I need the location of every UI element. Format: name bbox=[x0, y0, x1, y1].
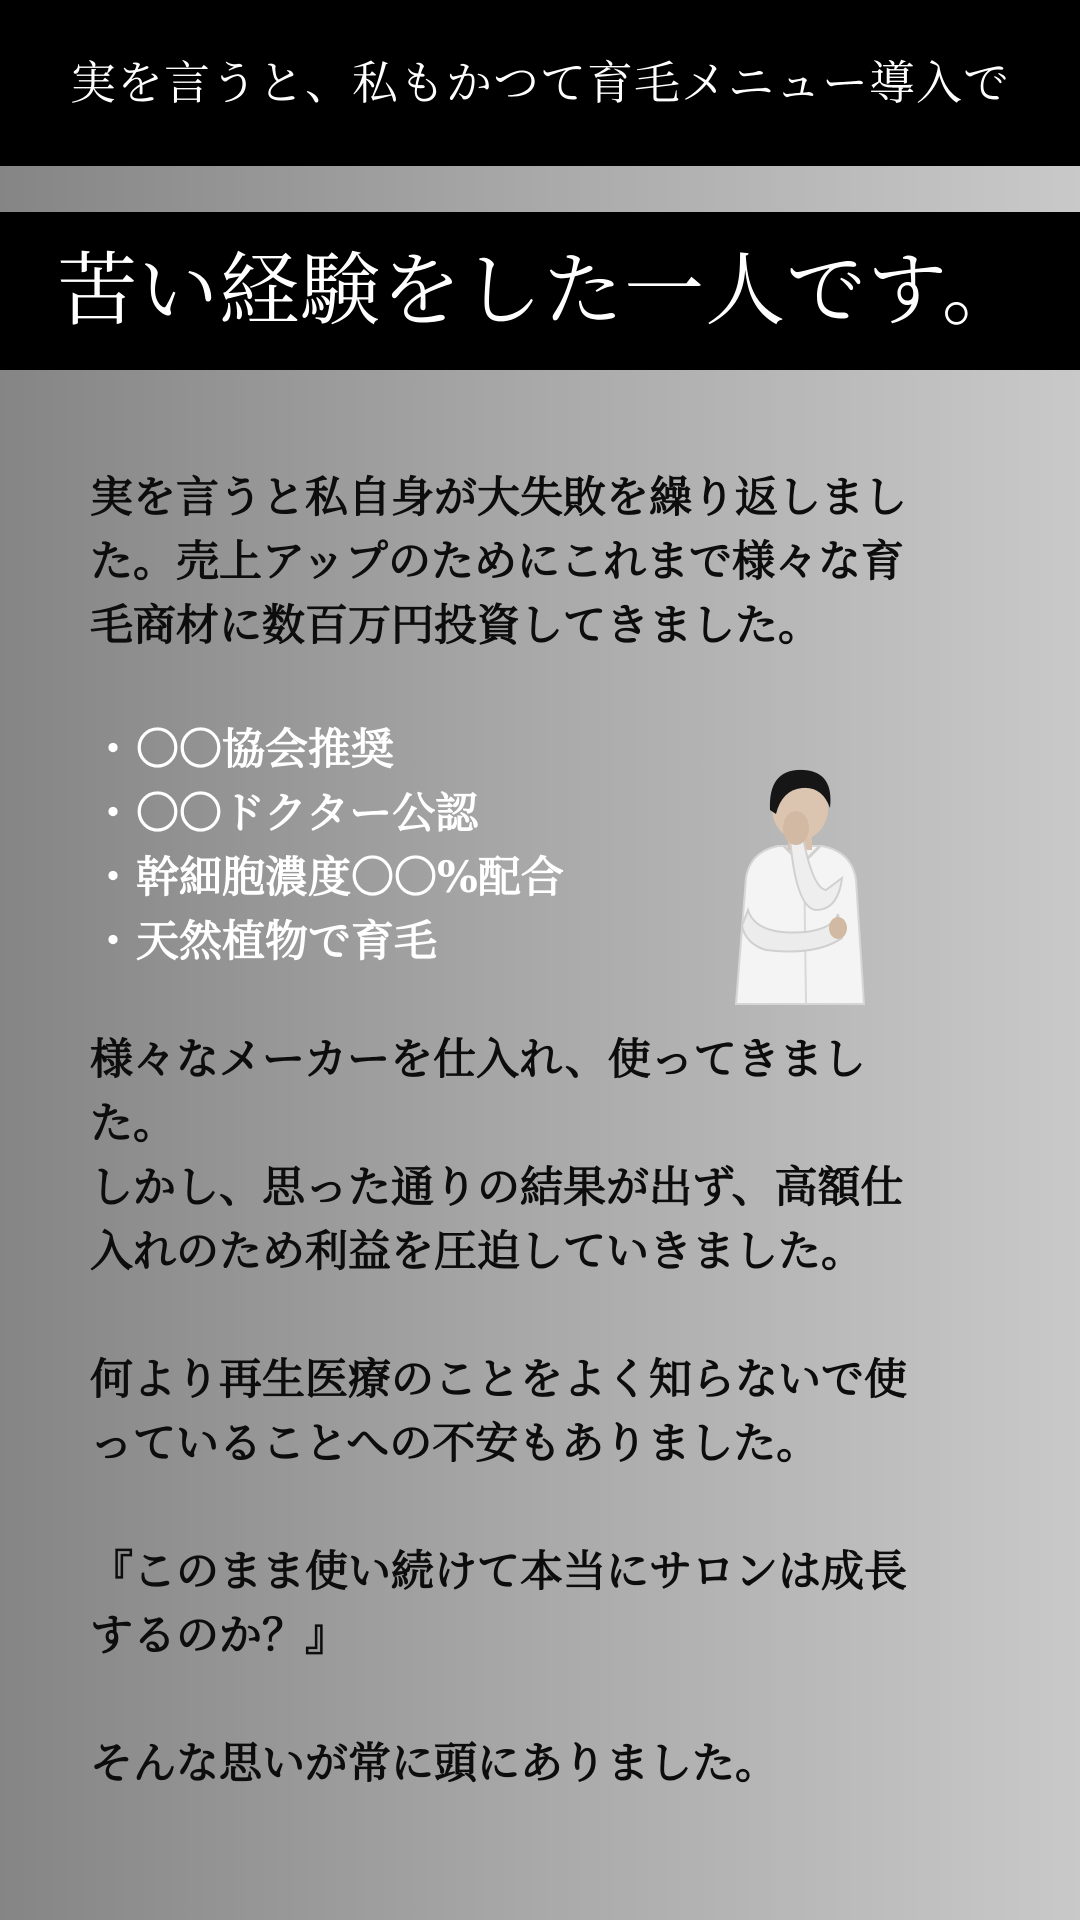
list-item-label: 幹細胞濃度〇〇%配合 bbox=[136, 853, 564, 903]
distressed-man-photo bbox=[726, 760, 876, 1006]
list-item-label: 天然植物で育毛 bbox=[136, 917, 437, 967]
list-item-label: 〇〇ドクター公認 bbox=[136, 789, 479, 839]
headline-banner bbox=[0, 212, 1080, 370]
article-body bbox=[90, 466, 990, 1796]
bullet: ・ bbox=[91, 789, 135, 839]
intro-paragraph: 実を言うと私自身が大失敗を繰り返しまし た。売上アップのためにこれまで様々な育 毛商材に数百万円投資してきました。 bbox=[90, 473, 907, 651]
top-banner-text: 実を言うと、私もかつて育毛メニュー導入で bbox=[70, 56, 1010, 110]
quote-paragraph: 『このまま使い続けて本当にサロンは成長 するのか？』 bbox=[90, 1547, 907, 1661]
purchase-paragraph: 様々なメーカーを仕入れ、使ってきまし た。 しかし、思った通りの結果が出ず、高額仕 入れのため利益を圧迫していきました。 bbox=[90, 1035, 904, 1277]
distressed-man-illustration bbox=[726, 760, 876, 1006]
bullet: ・ bbox=[91, 725, 135, 775]
bullet: ・ bbox=[91, 917, 135, 967]
anxiety-paragraph: 何より再生医療のことをよく知らないで使 っていることへの不安もありました。 bbox=[90, 1355, 907, 1469]
closing-paragraph: そんな思いが常に頭にありました。 bbox=[90, 1739, 778, 1789]
top-banner bbox=[0, 0, 1080, 166]
bullet: ・ bbox=[91, 853, 135, 903]
headline-text: 苦い経験をした一人です。 bbox=[57, 244, 1023, 337]
list-item-label: 〇〇協会推奨 bbox=[136, 725, 394, 775]
